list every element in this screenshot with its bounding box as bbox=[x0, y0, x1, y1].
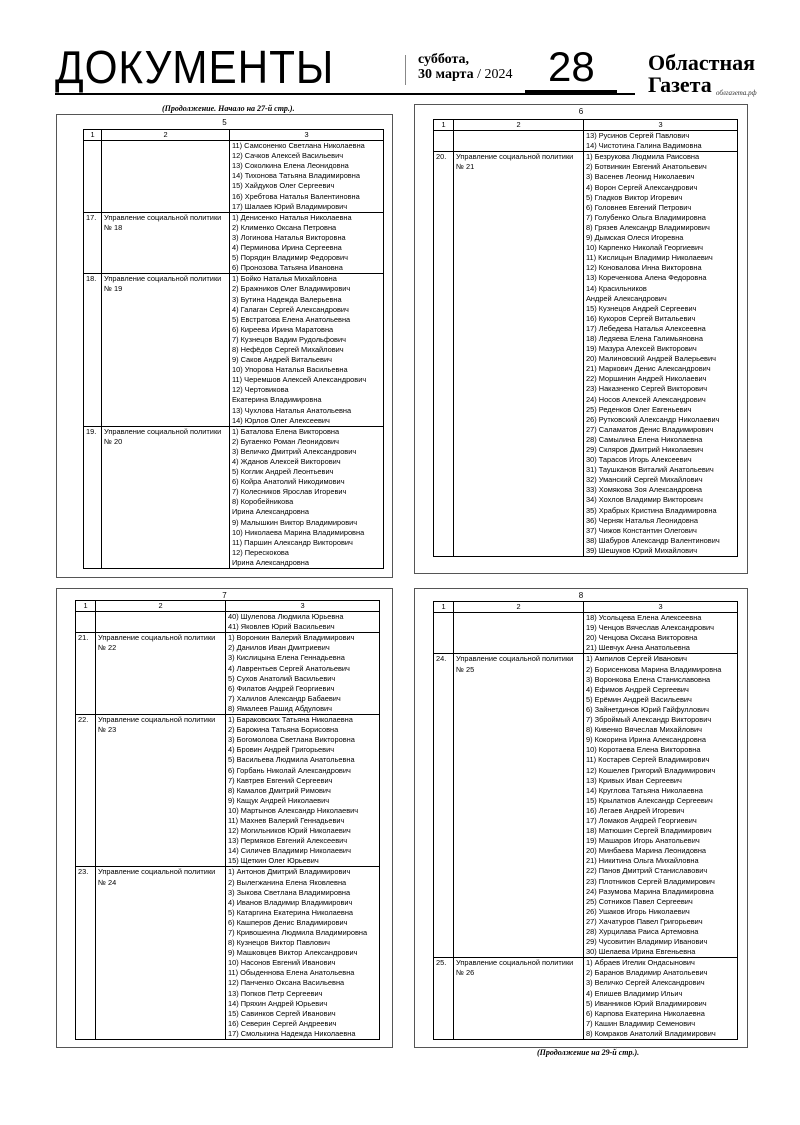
member-name: 5) Евстратова Елена Анатольевна bbox=[232, 314, 351, 324]
organization-line: № 25 bbox=[456, 664, 475, 674]
member-name: 14) Тихонова Татьяна Владимировна bbox=[232, 171, 360, 181]
column-header: 3 bbox=[584, 602, 738, 613]
member-name: 11) Махнев Валерий Геннадьевич bbox=[228, 815, 345, 825]
member-name: 10) Упорова Наталья Васильевна bbox=[232, 365, 348, 375]
organization-name bbox=[454, 131, 584, 152]
member-list bbox=[226, 867, 380, 1040]
member-list bbox=[584, 958, 738, 1040]
member-name: 4) Лаврентьев Сергей Анатольевич bbox=[228, 663, 350, 673]
row-number: 21. bbox=[76, 633, 96, 715]
organization-line: № 26 bbox=[456, 968, 475, 978]
member-name: 31) Таушканов Виталий Анатольевич bbox=[586, 465, 714, 475]
member-name: 34) Хохлов Владимир Викторович bbox=[586, 495, 703, 505]
row-number: 17. bbox=[84, 212, 102, 274]
member-name: 26) Ушаков Игорь Николаевич bbox=[586, 906, 690, 916]
member-name: 1) Баталова Елена Викторовна bbox=[232, 426, 340, 436]
member-name: 3) Величко Сергей Александрович bbox=[586, 978, 705, 988]
member-name: 2) Ботвинкин Евгений Анатольевич bbox=[586, 162, 707, 172]
member-name: 16) Легаев Андрей Игоревич bbox=[586, 805, 685, 815]
member-name: 3) Богомолова Светлана Викторовна bbox=[228, 735, 355, 745]
member-name: 22) Панов Дмитрий Станиславович bbox=[586, 866, 708, 876]
date: 30 марта bbox=[418, 67, 474, 82]
member-name: 6) Пронозова Татьяна Ивановна bbox=[232, 263, 343, 273]
organization-name bbox=[96, 633, 226, 715]
member-name: 5) Катаргина Екатерина Николаевна bbox=[228, 907, 354, 917]
member-name: 16) Кукоров Сергей Витальевич bbox=[586, 313, 696, 323]
member-name: 2) Бражников Олег Владимирович bbox=[232, 284, 351, 294]
row-number bbox=[434, 131, 454, 152]
member-name: 4) Иванов Владимир Владимирович bbox=[228, 897, 353, 907]
member-name: 11) Черемшов Алексей Александрович bbox=[232, 375, 367, 385]
header-divider bbox=[405, 55, 406, 85]
member-name: 12) Перескокова bbox=[232, 547, 289, 557]
organization-line: № 22 bbox=[98, 643, 117, 653]
member-name: 10) Насонов Евгений Иванович bbox=[228, 958, 336, 968]
organization-name bbox=[454, 152, 584, 557]
member-list bbox=[226, 633, 380, 715]
member-name: 32) Уманский Сергей Михайлович bbox=[586, 475, 703, 485]
member-name: 28) Хурцилава Раиса Артемовна bbox=[586, 927, 699, 936]
column-header: 3 bbox=[226, 601, 380, 612]
member-list bbox=[584, 613, 738, 654]
document-sheet bbox=[56, 114, 393, 578]
member-name: 1) Антонов Дмитрий Владимирович bbox=[228, 867, 351, 877]
member-name: 4) Бровин Андрей Григорьевич bbox=[228, 745, 335, 755]
row-number bbox=[76, 612, 96, 633]
member-name: 24) Носов Алексей Александрович bbox=[586, 394, 706, 404]
member-name: 13) Кривых Иван Сергеевич bbox=[586, 775, 682, 785]
member-name: 37) Чижов Константин Олегович bbox=[586, 525, 697, 535]
member-name: 24) Разумова Марина Владимировна bbox=[586, 886, 714, 896]
member-name: 6) Кашперов Денис Владимирович bbox=[228, 917, 348, 927]
table-row bbox=[434, 152, 738, 557]
continued-to-note: (Продолжение на 29-й стр.). bbox=[537, 1048, 640, 1057]
commission-table bbox=[83, 129, 384, 569]
member-name: 16) Северин Сергей Андреевич bbox=[228, 1018, 337, 1028]
row-number: 19. bbox=[84, 426, 102, 568]
table-row bbox=[84, 426, 384, 568]
column-header: 3 bbox=[584, 120, 738, 131]
member-name: 13) Соколкина Елена Леонидовна bbox=[232, 161, 349, 171]
organization-name bbox=[96, 612, 226, 633]
paper-site: облгазета.рф bbox=[716, 89, 757, 97]
member-name: 28) Самылина Елена Николаевна bbox=[586, 434, 703, 444]
organization-name bbox=[454, 958, 584, 1040]
member-name: 15) Кузнецов Андрей Сергеевич bbox=[586, 303, 697, 313]
row-number: 22. bbox=[76, 715, 96, 867]
member-name: 8) Камалов Дмитрий Римович bbox=[228, 785, 331, 795]
row-number: 18. bbox=[84, 274, 102, 426]
member-name: 20) Минбаева Марина Леонидовна bbox=[586, 846, 707, 856]
member-name: 35) Храбрых Кристина Владимировна bbox=[586, 505, 717, 515]
table-row bbox=[84, 274, 384, 426]
column-header: 2 bbox=[454, 602, 584, 613]
issue-date bbox=[418, 52, 512, 82]
member-name: 13) Попков Петр Сергеевич bbox=[228, 988, 323, 998]
member-name: 27) Хачатуров Павел Григорьевич bbox=[586, 916, 703, 926]
member-name: 6) Горбань Николай Александрович bbox=[228, 765, 351, 775]
member-list bbox=[230, 141, 384, 213]
column-header: 2 bbox=[102, 130, 230, 141]
member-name: 12) Могильников Юрий Николаевич bbox=[228, 826, 351, 836]
member-name: 36) Черняк Наталья Леонидовна bbox=[586, 515, 698, 525]
member-name: 6) Зайнетдинов Юрий Гайфуллович bbox=[586, 704, 709, 714]
row-number: 25. bbox=[434, 958, 454, 1040]
member-name: 1) Бараковских Татьяна Николаевна bbox=[228, 715, 353, 725]
member-name: 13) Русинов Сергей Павлович bbox=[586, 131, 690, 141]
member-name: 6) Киреева Ирина Маратовна bbox=[232, 324, 334, 334]
member-name: 21) Шевчук Анна Анатольевна bbox=[586, 643, 690, 653]
member-name: 25) Реденков Олег Евгеньевич bbox=[586, 404, 692, 414]
member-name: 22) Моршинин Андрей Николаевич bbox=[586, 374, 707, 384]
organization-name bbox=[102, 426, 230, 568]
member-name: 8) Кивенко Вячеслав Михайлович bbox=[586, 725, 703, 735]
member-name: 11) Самсоненко Светлана Николаевна bbox=[232, 141, 365, 151]
organization-name bbox=[102, 274, 230, 426]
member-name: 21) Никитина Ольга Михайловна bbox=[586, 856, 699, 866]
member-name: 5) Ерёмин Андрей Васильевич bbox=[586, 694, 692, 704]
member-name: 18) Усольцева Елена Алексеевна bbox=[586, 613, 702, 623]
organization-line: Управление социальной политики bbox=[98, 715, 216, 725]
member-list bbox=[584, 131, 738, 152]
member-name: 5) Васильева Людмила Анатольевна bbox=[228, 755, 355, 765]
commission-table bbox=[433, 601, 738, 1040]
member-name: 7) Халилов Александр Бабаевич bbox=[228, 693, 341, 703]
member-name: 1) Денисенко Наталья Николаевна bbox=[232, 212, 352, 222]
member-name: 39) Шешуков Юрий Михайлович bbox=[586, 545, 698, 555]
member-name: 4) Ворон Сергей Александрович bbox=[586, 182, 698, 192]
member-name: 20) Ченцова Оксана Викторовна bbox=[586, 633, 698, 643]
organization-line: Управление социальной политики bbox=[456, 654, 574, 664]
row-number bbox=[84, 141, 102, 213]
member-name: 9) Кащук Андрей Николаевич bbox=[228, 795, 330, 805]
member-name: 2) Данилов Иван Дмитриевич bbox=[228, 643, 330, 653]
member-name: 13) Чухлова Наталья Анатольевна bbox=[232, 405, 352, 415]
member-name: 8) Грязев Александр Владимирович bbox=[586, 222, 710, 232]
member-name: 4) Жданов Алексей Викторович bbox=[232, 457, 341, 466]
member-list bbox=[584, 152, 738, 557]
organization-name bbox=[96, 715, 226, 867]
member-name: 11) Паршин Александр Викторович bbox=[232, 537, 353, 547]
member-name: 10) Николаева Марина Владимировна bbox=[232, 527, 365, 537]
row-number: 24. bbox=[434, 654, 454, 958]
organization-line: № 24 bbox=[98, 877, 117, 887]
table-row bbox=[84, 212, 384, 274]
member-name: 6) Филатов Андрей Георгиевич bbox=[228, 683, 335, 693]
paper-name-line2: Газета bbox=[648, 72, 712, 97]
member-name: 9) Дымская Олеся Игоревна bbox=[586, 233, 684, 243]
sheet-page-number: 6 bbox=[578, 107, 584, 116]
member-name: Ирина Александровна bbox=[232, 557, 310, 567]
member-name: 41) Яковлев Юрий Васильевич bbox=[228, 622, 335, 632]
organization-line: Управление социальной политики bbox=[104, 212, 222, 222]
document-sheet bbox=[414, 588, 748, 1048]
commission-table bbox=[433, 119, 738, 557]
member-name: 5) Гладков Виктор Игоревич bbox=[586, 192, 683, 202]
organization-line: Управление социальной политики bbox=[98, 633, 216, 643]
member-list bbox=[584, 654, 738, 958]
document-sheet bbox=[414, 104, 748, 574]
continued-from-note: (Продолжение. Начало на 27-й стр.). bbox=[162, 104, 295, 113]
day-of-week: суббота, bbox=[418, 52, 470, 67]
member-name: 27) Саламатов Денис Владимирович bbox=[586, 424, 714, 434]
member-name: 7) Голубенко Ольга Владимировна bbox=[586, 212, 706, 222]
member-name: 3) Воронкова Елена Станиславовна bbox=[586, 674, 711, 684]
table-row bbox=[434, 654, 738, 958]
member-name: 8) Ямалеев Рашид Абдулович bbox=[228, 703, 332, 713]
member-name: 6) Койра Анатолий Никодимович bbox=[232, 477, 345, 487]
organization-line: Управление социальной политики bbox=[456, 958, 574, 968]
organization-line: Управление социальной политики bbox=[98, 867, 216, 877]
row-number bbox=[434, 613, 454, 654]
member-name: 11) Костарев Сергей Владимирович bbox=[586, 755, 710, 765]
member-name: 18) Матюшин Сергей Владимирович bbox=[586, 826, 712, 836]
member-name: 30) Шелаева Ирина Евгеньевна bbox=[586, 947, 696, 957]
member-name: 2) Вылегжанина Елена Яковлевна bbox=[228, 877, 347, 887]
table-row bbox=[76, 612, 380, 633]
member-list bbox=[226, 715, 380, 867]
organization-line: Управление социальной политики bbox=[456, 152, 574, 162]
member-name: 4) Ефимов Андрей Сергеевич bbox=[586, 684, 689, 694]
organization-line: № 19 bbox=[104, 284, 123, 294]
member-name: 13) Кореченкова Алена Федоровна bbox=[586, 273, 707, 283]
member-name: 7) Кривошеина Людмила Владимировна bbox=[228, 928, 368, 937]
member-name: 12) Кошелев Григорий Владимирович bbox=[586, 765, 716, 775]
column-header: 2 bbox=[96, 601, 226, 612]
member-name: 2) Барокина Татьяна Борисовна bbox=[228, 725, 339, 735]
page-number-underline bbox=[525, 90, 617, 95]
member-name: Екатерина Владимировна bbox=[232, 395, 322, 405]
member-name: 6) Карпова Екатерина Николаевна bbox=[586, 1008, 705, 1018]
table-row bbox=[434, 613, 738, 654]
organization-line: Управление социальной политики bbox=[104, 274, 222, 284]
member-name: 8) Комраков Анатолий Владимирович bbox=[586, 1028, 716, 1038]
member-name: 15) Щеткин Олег Юрьевич bbox=[228, 856, 319, 866]
organization-name bbox=[102, 212, 230, 274]
member-name: 15) Крылатков Александр Сергеевич bbox=[586, 795, 713, 805]
member-name: 17) Ломаков Андрей Георгиевич bbox=[586, 815, 697, 825]
member-name: Ирина Александровна bbox=[232, 507, 310, 517]
table-row bbox=[84, 141, 384, 213]
member-name: 17) Шалаев Юрий Владимирович bbox=[232, 201, 348, 211]
column-header: 1 bbox=[84, 130, 102, 141]
member-name: 18) Ледяева Елена Галимьяновна bbox=[586, 333, 703, 343]
member-name: 8) Нефёдов Сергей Михайлович bbox=[232, 344, 344, 354]
member-name: 10) Коротаева Елена Викторовна bbox=[586, 745, 701, 755]
member-name: 19) Мазура Алексей Викторович bbox=[586, 344, 697, 354]
member-name: 14) Пряхин Андрей Юрьевич bbox=[228, 998, 328, 1008]
member-name: 1) Безрукова Людмила Раисовна bbox=[586, 152, 700, 162]
organization-name bbox=[454, 654, 584, 958]
row-number: 23. bbox=[76, 867, 96, 1040]
organization-name bbox=[102, 141, 230, 213]
sheet-page-number: 7 bbox=[222, 591, 227, 600]
member-name: 7) Зброймый Александр Викторович bbox=[586, 715, 712, 725]
member-name: 3) Кислицына Елена Геннадьевна bbox=[228, 653, 345, 663]
member-name: 4) Галаган Сергей Александрович bbox=[232, 304, 349, 314]
member-name: 13) Пермяков Евгений Алексеевич bbox=[228, 836, 348, 846]
column-header: 1 bbox=[434, 120, 454, 131]
table-row bbox=[76, 715, 380, 867]
table-header-row bbox=[434, 602, 738, 613]
member-list bbox=[230, 212, 384, 274]
member-name: 5) Порядин Владимир Федорович bbox=[232, 253, 348, 263]
member-name: 3) Васенев Леонид Николаевич bbox=[586, 172, 695, 182]
member-name: 29) Скляров Дмитрий Николаевич bbox=[586, 445, 704, 454]
column-header: 1 bbox=[434, 602, 454, 613]
section-title: ДОКУМЕНТЫ bbox=[55, 41, 335, 93]
member-name: 1) Абраев Игелик Ондасынович bbox=[586, 958, 695, 968]
member-name: 14) Чистотина Галина Вадимовна bbox=[586, 141, 702, 151]
member-name: 14) Красильников bbox=[586, 283, 647, 293]
member-name: 5) Сухов Анатолий Васильевич bbox=[228, 673, 336, 683]
sheet-page-number: 8 bbox=[578, 591, 584, 600]
member-name: 17) Смолькина Надежда Николаевна bbox=[228, 1028, 356, 1038]
member-name: 3) Бутина Надежда Валерьевна bbox=[232, 294, 342, 304]
member-name: 4) Епишев Владимир Ильич bbox=[586, 988, 683, 998]
year: / 2024 bbox=[477, 67, 513, 82]
table-header-row bbox=[434, 120, 738, 131]
member-name: 1) Воронкин Валерий Владимирович bbox=[228, 633, 355, 643]
member-name: 8) Кузнецов Виктор Павлович bbox=[228, 938, 330, 948]
member-name: 9) Машковцев Виктор Александрович bbox=[228, 948, 358, 958]
member-name: 14) Юрлов Олег Алексеевич bbox=[232, 415, 330, 425]
member-name: 3) Логинова Наталья Викторовна bbox=[232, 232, 346, 242]
table-row bbox=[434, 958, 738, 1040]
member-name: 23) Плотников Сергей Владимирович bbox=[586, 876, 715, 886]
commission-table bbox=[75, 600, 380, 1040]
member-name: Андрей Александрович bbox=[586, 293, 667, 303]
table-header-row bbox=[84, 130, 384, 141]
member-name: 40) Шулепова Людмила Юрьевна bbox=[228, 612, 344, 622]
organization-line: № 23 bbox=[98, 725, 117, 735]
member-name: 5) Иванников Юрий Владимирович bbox=[586, 998, 707, 1008]
member-list bbox=[226, 612, 380, 633]
member-name: 7) Кашин Владимир Семенович bbox=[586, 1018, 696, 1028]
member-name: 26) Рутковский Александр Николаевич bbox=[586, 414, 720, 424]
member-name: 2) Борисенкова Марина Владимировна bbox=[586, 664, 722, 674]
member-name: 10) Мартынов Александр Николаевич bbox=[228, 805, 359, 815]
member-name: 12) Панченко Оксана Васильевна bbox=[228, 978, 345, 988]
column-header: 3 bbox=[230, 130, 384, 141]
member-name: 23) Наказненко Сергей Викторович bbox=[586, 384, 708, 394]
member-list bbox=[230, 426, 384, 568]
member-name: 1) Ампилов Сергей Иванович bbox=[586, 654, 687, 664]
member-name: 7) Кавтрев Евгений Сергеевич bbox=[228, 775, 333, 785]
organization-name bbox=[454, 613, 584, 654]
table-header-row bbox=[76, 601, 380, 612]
paper-name-line1: Областная bbox=[648, 50, 756, 75]
member-name: 6) Головнев Евгений Петрович bbox=[586, 202, 692, 212]
organization-line: Управление социальной политики bbox=[104, 426, 222, 436]
member-name: 25) Сотников Павел Сергеевич bbox=[586, 896, 693, 906]
member-name: 33) Хомякова Зоя Александровна bbox=[586, 485, 703, 495]
organization-name bbox=[96, 867, 226, 1040]
member-name: 14) Круглова Татьяна Николаевна bbox=[586, 785, 703, 795]
member-name: 2) Баранов Владимир Анатольевич bbox=[586, 968, 708, 978]
member-name: 15) Хайдуков Олег Сергеевич bbox=[232, 181, 335, 191]
member-name: 7) Кузнецов Вадим Рудольфович bbox=[232, 334, 346, 344]
member-name: 30) Тарасов Игорь Алексеевич bbox=[586, 455, 692, 465]
member-name: 9) Саков Андрей Витальевич bbox=[232, 355, 332, 365]
organization-line: № 18 bbox=[104, 222, 123, 232]
member-list bbox=[230, 274, 384, 426]
page-number: 28 bbox=[548, 43, 595, 90]
member-name: 16) Хребтова Наталья Валентиновна bbox=[232, 191, 360, 201]
page-header bbox=[0, 0, 800, 100]
member-name: 14) Силичев Владимир Николаевич bbox=[228, 846, 351, 856]
sheet-page-number: 5 bbox=[222, 118, 227, 127]
member-name: 12) Чертовикова bbox=[232, 385, 289, 395]
member-name: 29) Чусовитин Владимир Иванович bbox=[586, 937, 708, 947]
column-header: 2 bbox=[454, 120, 584, 131]
table-row bbox=[76, 867, 380, 1040]
member-name: 9) Кокорина Ирина Александровна bbox=[586, 735, 706, 745]
member-name: 11) Обыденнова Елена Анатольевна bbox=[228, 968, 355, 978]
member-name: 9) Малышкин Виктор Владимирович bbox=[232, 517, 358, 527]
table-row bbox=[434, 131, 738, 152]
member-name: 21) Маркович Денис Александрович bbox=[586, 364, 711, 374]
member-name: 38) Шабуров Александр Валентинович bbox=[586, 535, 720, 545]
member-name: 19) Машаров Игорь Анатольевич bbox=[586, 836, 700, 846]
organization-line: № 20 bbox=[104, 436, 123, 446]
member-name: 12) Коновалова Инна Викторовна bbox=[586, 263, 702, 273]
member-name: 4) Перминова Ирина Сергеевна bbox=[232, 243, 342, 253]
member-name: 11) Кислицын Владимир Николаевич bbox=[586, 253, 713, 263]
member-name: 3) Величко Дмитрий Александрович bbox=[232, 446, 357, 456]
organization-line: № 21 bbox=[456, 162, 475, 172]
member-name: 12) Сачков Алексей Васильевич bbox=[232, 151, 344, 161]
column-header: 1 bbox=[76, 601, 96, 612]
member-name: 8) Коробейникова bbox=[232, 497, 294, 507]
document-sheet bbox=[56, 588, 393, 1048]
member-name: 7) Колесников Ярослав Игоревич bbox=[232, 487, 347, 497]
member-name: 17) Лебедева Наталья Алексеевна bbox=[586, 323, 706, 333]
member-name: 10) Карпенко Николай Георгиевич bbox=[586, 243, 703, 253]
member-name: 5) Коглик Андрей Леонтьевич bbox=[232, 467, 334, 477]
member-name: 19) Ченцов Вячеслав Александрович bbox=[586, 623, 714, 633]
table-row bbox=[76, 633, 380, 715]
member-name: 3) Зыкова Светлана Владимировна bbox=[228, 887, 351, 897]
member-name: 2) Бугаенко Роман Леонидович bbox=[232, 436, 339, 446]
member-name: 2) Клименко Оксана Петровна bbox=[232, 222, 337, 232]
row-number: 20. bbox=[434, 152, 454, 557]
member-name: 20) Малиновский Андрей Валерьевич bbox=[586, 354, 716, 364]
member-name: 15) Савинков Сергей Иванович bbox=[228, 1008, 336, 1018]
member-name: 1) Бойко Наталья Михайловна bbox=[232, 274, 337, 284]
